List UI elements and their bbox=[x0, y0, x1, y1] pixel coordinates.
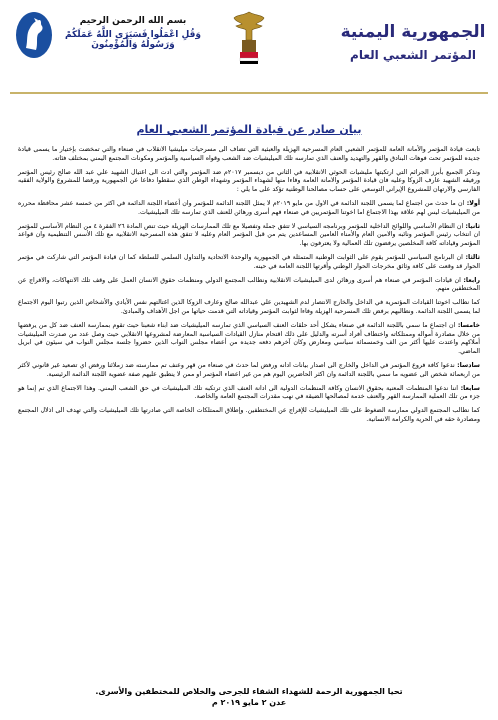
statement-paragraph bbox=[18, 200, 480, 218]
paragraph-label: خامسا: bbox=[455, 321, 480, 329]
header-divider bbox=[10, 92, 488, 94]
paragraph-text: ان النظام الأساسي واللوائح الداخلية للمؤتمر وبرنامجه السياسي لا تتفق جملة وتفصيلا مع تلك الممارسات الهزيلة حيث تنص المادة ٢٦ الفقرة ٤ من النظام الأساسي للمؤتمر ان انتخاب رئيس المؤتمر ونائبه والامين العام والأمناء العامين المساعدين يتم من قبل المؤتمر العام وعليه لا تتفق هذه المسرحية الانقلابية مع تلك الأسس التنظيمية وان قواعد المؤتمر وقياداته كافة المخلصين يرفضون تلك العمالية ولا يعترفون بها. bbox=[18, 222, 480, 248]
letterhead-right bbox=[338, 22, 488, 62]
statement-paragraph bbox=[18, 223, 480, 249]
paragraph-label: أولا: bbox=[464, 199, 480, 207]
paragraph-text: كما نطالب اخوتنا القيادات المؤتمرية في الداخل والخارج الانتصار لدم الشهيدين علي عبدالله صالح وعارف الزوكا الذين اغتالتهم نفس الأيادي والأشخاص الذين رتبوا اليوم الاجتماع لما يسمى اللجنة الدائمة. ونطالبهم برفض تلك المسرحية الهزيلة وفاءا لثوابت المؤتمر وقياداته التي قدمت حياتها من اجل الأهداف والمبادئ. bbox=[18, 299, 480, 315]
statement-title: بيان صادر عن قيادة المؤتمر الشعبي العام bbox=[136, 123, 362, 136]
paragraph-text: ان البرنامج السياسي للمؤتمر يقوم على الثوابت الوطنية المتمثلة في الجمهورية والوحدة الاتحادية والتداول السلمي للسلطة كما ان قيادة المؤتمر التي شاركت في مؤتمر الحوار قد وقعت على كافة وثائق مخرجات الحوار الوطني وأقرتها اللجنة العامة في حينه. bbox=[18, 253, 480, 270]
letterhead bbox=[10, 6, 488, 88]
statement-paragraph bbox=[18, 254, 480, 272]
paragraph-label: رابعا: bbox=[460, 276, 480, 284]
paragraph-label: ثالثا: bbox=[462, 253, 480, 261]
paragraph-text: ونذكر الجميع بأبرز الجرائم التي ارتكبتها مليشيات الحوثي الانقلابية في الثاني من ديسمبر ٢٠١٧م ضد المؤتمر والتي ادت الى اغتيال الشهيد علي عبد الله صالح رئيس المؤتمر ورفيقه الشهيد عارف الزوكا وعليه فان قيادة المؤتمر والامانة العامة وفاءا منها لشهداء المؤتمر وشهداء الوطن الذي سقطوا دفاعا عن الجمهورية ورفضا للمشروع والولاية الفقيه الفارسي والارتهان للمشروع الإيراني التوسعي على حساب مصالحنا الوطنية تؤكد على ما يلي : bbox=[18, 168, 480, 194]
closing-block bbox=[0, 686, 498, 708]
statement-paragraph bbox=[18, 277, 480, 295]
paragraph-text: ان اجتماع ما سمي باللجنة الدائمة في صنعاء يشكل أحد حلقات العنف السياسي الذي تمارسه الميليشيات ضد ابناء شعبنا حيث تقوم بممارسة العنف ضد كل من يرفضها من خلال مصادرة أمواله وممتلكاته واختطاف أفراد أسرته والدليل على ذلك اقتحام منازل القيادات السياسية المعارضة لمشروعها الانقلابي حيث وصل عدد من صدرت الميليشيات أملاكهم واعتدت عليها أكثر من الف وخمسمائة سياسي ومعارض وكان آخرهم دفعه جديده من أعضاء مجلس النواب الذين حضروا جلسة مجلس النواب في سيئون في ابريل الماضي. bbox=[18, 321, 480, 356]
paragraph-label: سابعا: bbox=[457, 384, 480, 392]
party-horse-logo-icon bbox=[14, 10, 54, 60]
statement-paragraph bbox=[18, 299, 480, 317]
statement-paragraph bbox=[18, 146, 480, 164]
paragraph-label: سادسا: bbox=[454, 361, 481, 369]
yemen-emblem-icon bbox=[226, 10, 272, 66]
paragraph-text: ان ما حدث من اجتماع لما يسمى اللجنة الدائمة في الاول من مايو ٢٠١٩م لا يمثل اللجنة الدائمة للمؤتمر وان أعضاء اللجنة الدائمة في اكثر من خمسة عشر محافظة محرره من الميليشيات ليس لهم علاقة بهذا الاجتماع اما اخوتنا المؤتمريين في صنعاء فهم أسرى ورهائن للعنف الذي تمارسه تلك الميليشيات. bbox=[18, 199, 480, 216]
statement-paragraph bbox=[18, 322, 480, 357]
statement-paragraph bbox=[18, 169, 480, 195]
org-name: المؤتمر الشعبي العام bbox=[350, 48, 476, 62]
statement-date: عدن ٢ مايو ٢٠١٩ م bbox=[211, 698, 287, 707]
quran-verse: وَقُلِ اعْمَلُوا فَسَيَرَى اللَّهُ عَمَلَكُمْ وَرَسُولُهُ وَالْمُؤْمِنُونَ bbox=[64, 30, 202, 50]
paragraph-text: اننا ندعوا المنظمات المعنية بحقوق الانسان وكافة المنظمات الدولية الى ادانة العنف الذي ترتكبه تلك الميليشيات في حق الشعب اليمني. وهذا الاجتماع الذي تم إنما هو جزء من تلك العملية الممارسة القهر والعنف خدمة لمصالحها الضيقة في نهب مقدرات المجتمع العامة والخاصة. bbox=[18, 384, 480, 401]
closing-salute: تحيا الجمهورية الرحمة للشهداء الشفاء للجرحى والخلاص للمختطفين والأسرى. bbox=[95, 687, 403, 696]
statement-body bbox=[18, 146, 480, 430]
statement-paragraph bbox=[18, 407, 480, 425]
letterhead-left bbox=[58, 16, 208, 50]
statement-paragraph bbox=[18, 362, 480, 380]
basmala: بسم الله الرحمن الرحيم bbox=[79, 16, 187, 26]
paragraph-text: تابعت قيادة المؤتمر والأمانة العامة للمؤتمر الشعبي العام المسرحية الهزيلة والعبثية التي تضاف الى مسرحيات ميليشيا الانقلاب في صنعاء والتي تمخضت بإختيار ما يسمى قيادة جديده للمؤتمر تحت فوهات البنادق والقهر والتهديد والعنف الذي تمارسه تلك الميليشيات ضد الشعب وقواه السياسية والمؤتمر ومكونات المجتمع اليمني بمختلف فئاته. bbox=[18, 146, 480, 162]
paragraph-text: ان قيادات المؤتمر في صنعاء هم أسرى ورهائن لدى الميليشيات الانقلابية ونطالب المجتمع الدولي ومنظمات حقوق الانسان العمل على وقف تلك الانتهاكات، والافراج عن المختطفين منهم. bbox=[18, 276, 480, 293]
paragraph-label: ثانيا: bbox=[463, 222, 480, 230]
paragraph-text: ندعوا كافة فروع المؤتمر في الداخل والخارج الى اصدار بيانات ادانه ورفض لما حدث في صنعاء من قهر وعنف تم ممارسته ضد زملائنا ورفض اي تصعيد غير قانوني لأكثر من اربعمائة شخص الى عضويه ما سمي باللجنة الدائمة وان اكثر الحاضرين اليوم هم من غير اعضاء المؤتمر او ممن لا ينطبق عليهم صفة عضوية اللجنة الدائمة الرئيسية. bbox=[18, 361, 480, 378]
paragraph-text: كما نطالب المجتمع الدولي ممارسة الضغوط على تلك الميليشيات للإفراج عن المختطفين. وإطلاق الممتلكات الخاصة التي صادرتها تلك الميليشيات والتي تهدف الى اذلال المجتمع ومصادرة حقه في الحرية والكرامة الانسانية. bbox=[18, 407, 480, 423]
country-name: الجمهورية اليمنية bbox=[340, 22, 486, 42]
statement-paragraph bbox=[18, 385, 480, 403]
